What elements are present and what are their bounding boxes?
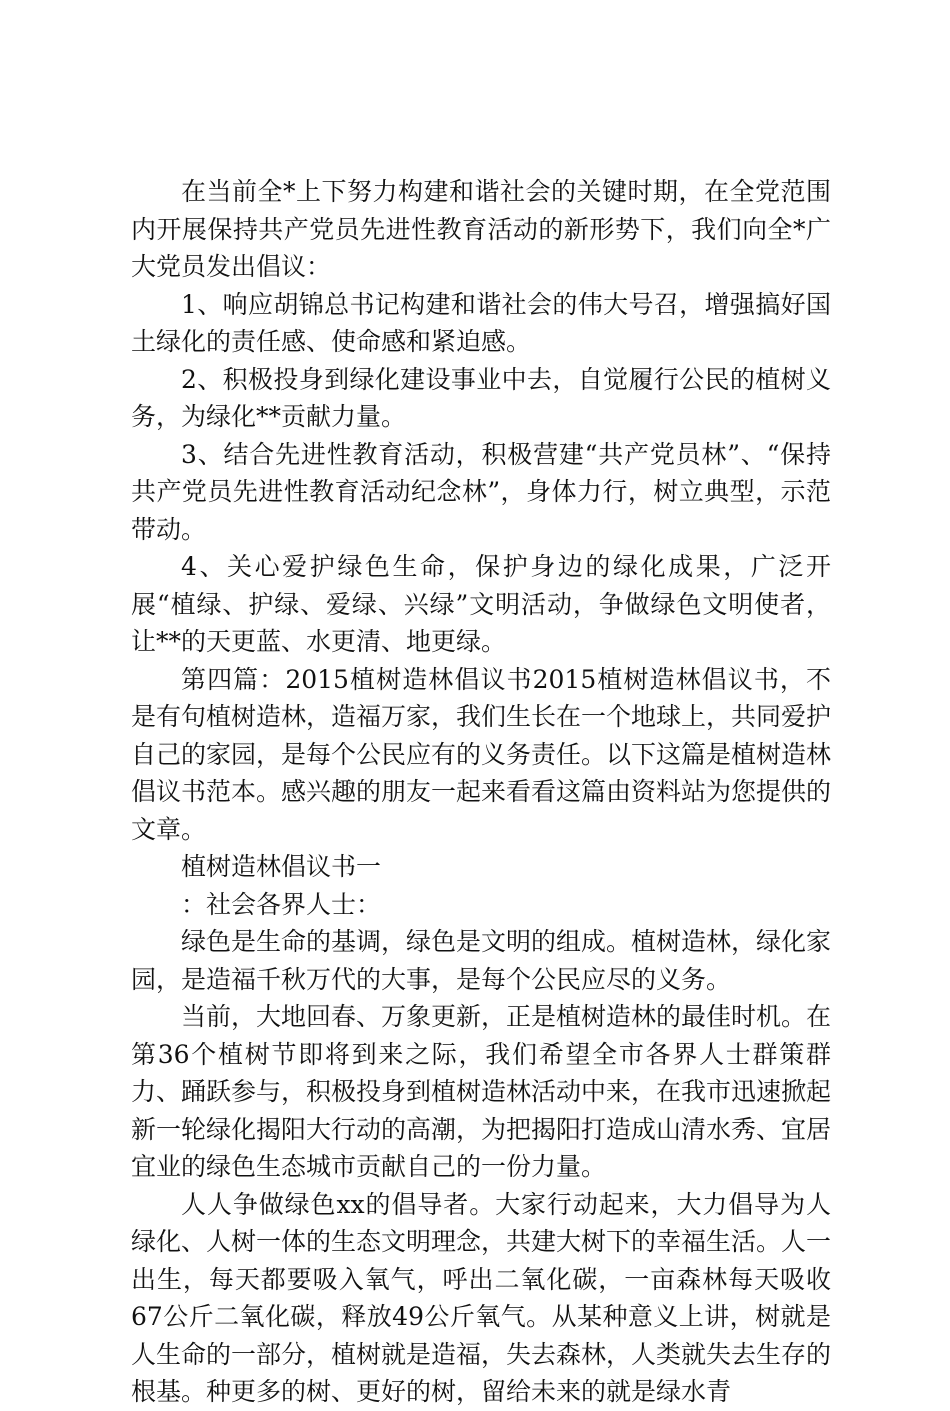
paragraph-item-4: 4、关心爱护绿色生命，保护身边的绿化成果，广泛开展“植绿、护绿、爱绿、兴绿”文明活动，争做绿色文明使者，让**的天更蓝、水更清、地更绿。 bbox=[131, 552, 831, 656]
paragraph-section-four: 第四篇：2015植树造林倡议书2015植树造林倡议书，不是有句植树造林，造福万家，我们生长在一个地球上，共同爱护自己的家园，是每个公民应有的义务责任。以下这篇是植树造林倡议书范本。感兴趣的朋友一起来看看这篇由资料站为您提供的文章。 bbox=[131, 664, 832, 844]
document-body bbox=[131, 173, 831, 1411]
paragraph-item-2: 2、积极投身到绿化建设事业中去，自觉履行公民的植树义务，为绿化**贡献力量。 bbox=[131, 364, 831, 431]
paragraph-salutation: ：社会各界人士： bbox=[181, 889, 382, 919]
paragraph-item-3: 3、结合先进性教育活动，积极营建“共产党员林”、“保持共产党员先进性教育活动纪念林”，身体力行，树立典型，示范带动。 bbox=[131, 439, 831, 544]
paragraph-intro: 在当前全*上下努力构建和谐社会的关键时期，在全党范围内开展保持共产党员先进性教育活动的新形势下，我们向全*广大党员发出倡议： bbox=[131, 177, 831, 281]
paragraph-green-life: 绿色是生命的基调，绿色是文明的组成。植树造林，绿化家园，是造福千秋万代的大事，是每个公民应尽的义务。 bbox=[131, 927, 832, 994]
paragraph-spring-planting: 当前，大地回春、万象更新，正是植树造林的最佳时机。在第36个植树节即将到来之际，我们希望全市各界人士群策群力、踊跃参与，积极投身到植树造林活动中来，在我市迅速掀起新一轮绿化揭阳大行动的高潮，为把揭阳打造成山清水秀、宜居宜业的绿色生态城市贡献自己的一份力量。 bbox=[131, 1002, 832, 1181]
paragraph-green-advocate: 人人争做绿色xx的倡导者。大家行动起来，大力倡导为人绿化、人树一体的生态文明理念，共建大树下的幸福生活。人一出生，每天都要吸入氧气，呼出二氧化碳，一亩森林每天吸收67公斤二氧化碳，释放49公斤氧气。从某种意义上讲，树就是人生命的一部分，植树就是造福，失去森林，人类就失去生存的根基。种更多的树、更好的树，留给未来的就是绿水青 bbox=[131, 1189, 832, 1406]
paragraph-item-1: 1、响应胡锦总书记构建和谐社会的伟大号召，增强搞好国土绿化的责任感、使命感和紧迫感。 bbox=[131, 289, 831, 356]
paragraph-heading-proposal-one: 植树造林倡议书一 bbox=[181, 852, 382, 881]
